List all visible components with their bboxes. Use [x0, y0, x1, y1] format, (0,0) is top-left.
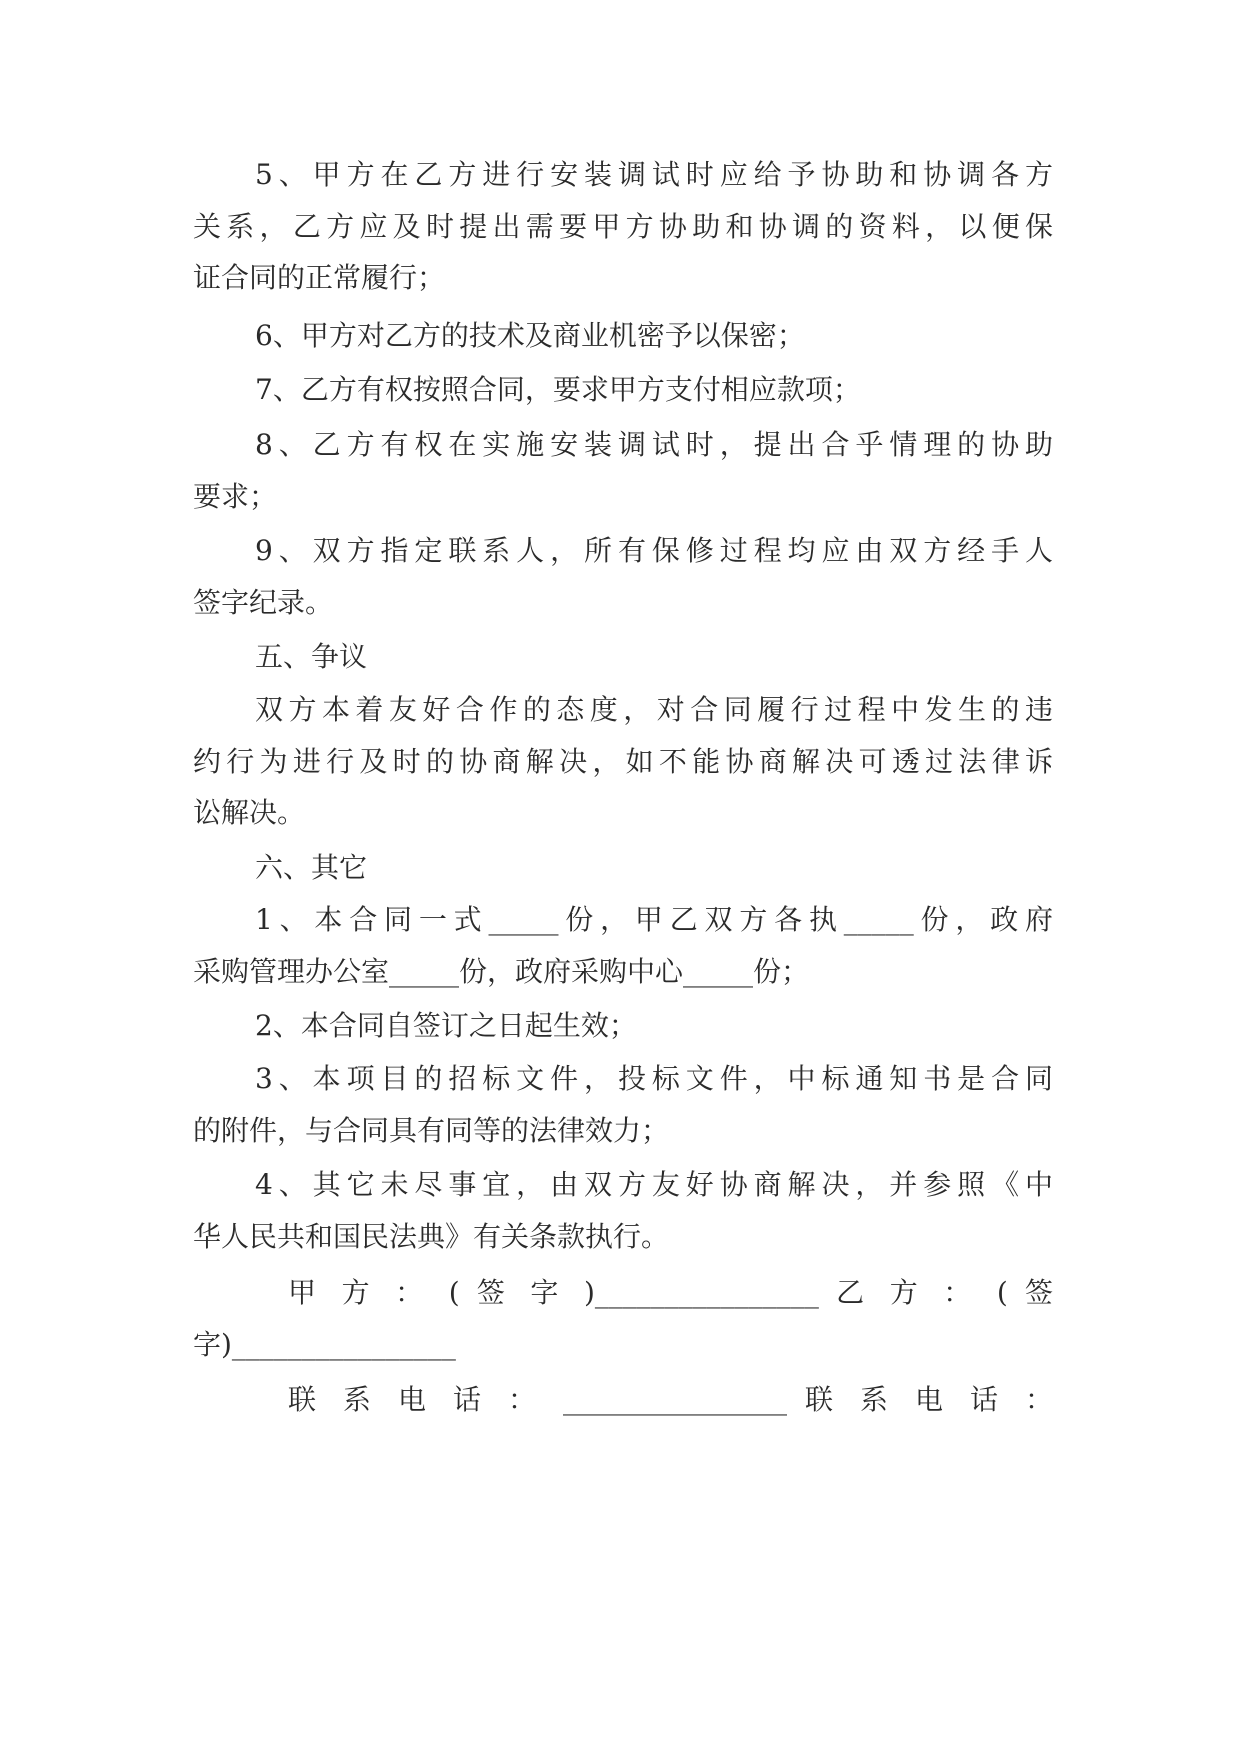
clause-6: 6、甲方对乙方的技术及商业机密予以保密；	[255, 319, 805, 352]
clause-7: 7、乙方有权按照合同，要求甲方支付相应款项；	[255, 373, 861, 406]
section-six-heading: 六、其它	[255, 851, 368, 884]
clause-5-line-3: 证合同的正常履行；	[193, 261, 446, 294]
other-1-line-2: 采购管理办公室_____份，政府采购中心_____份；	[193, 955, 810, 988]
other-2: 2、本合同自签订之日起生效；	[255, 1009, 637, 1042]
other-1-line-1: 1、本合同一式_____份，甲乙双方各执_____份，政府	[255, 903, 1053, 936]
other-4-line-1: 4、其它未尽事宜，由双方友好协商解决，并参照《中	[255, 1168, 1053, 1201]
other-4-line-2: 华人民共和国民法典》有关条款执行。	[193, 1220, 670, 1253]
contact-phone-line: 联 系 电 话 ： ________________ 联 系 电 话 ：	[288, 1383, 1053, 1416]
other-3-line-1: 3、本项目的招标文件，投标文件，中标通知书是合同	[255, 1062, 1053, 1095]
dispute-line-2: 约行为进行及时的协商解决，如不能协商解决可透过法律诉	[193, 745, 1053, 778]
clause-9-line-1: 9、双方指定联系人，所有保修过程均应由双方经手人	[255, 534, 1053, 567]
clause-5-line-1: 5、甲方在乙方进行安装调试时应给予协助和协调各方	[255, 158, 1053, 191]
other-3-line-2: 的附件，与合同具有同等的法律效力；	[193, 1114, 670, 1147]
clause-8-line-2: 要求；	[193, 480, 278, 513]
clause-9-line-2: 签字纪录。	[193, 586, 334, 619]
section-five-heading: 五、争议	[255, 640, 368, 673]
dispute-line-3: 讼解决。	[193, 796, 306, 829]
signature-line-2: 字)________________	[193, 1328, 456, 1361]
signature-line-1: 甲 方 ： ( 签 字 )________________ 乙 方 ： ( 签	[288, 1276, 1053, 1309]
clause-5-line-2: 关系，乙方应及时提出需要甲方协助和协调的资料，以便保	[193, 210, 1053, 243]
clause-8-line-1: 8、乙方有权在实施安装调试时，提出合乎情理的协助	[255, 428, 1053, 461]
dispute-line-1: 双方本着友好合作的态度，对合同履行过程中发生的违	[255, 693, 1053, 726]
